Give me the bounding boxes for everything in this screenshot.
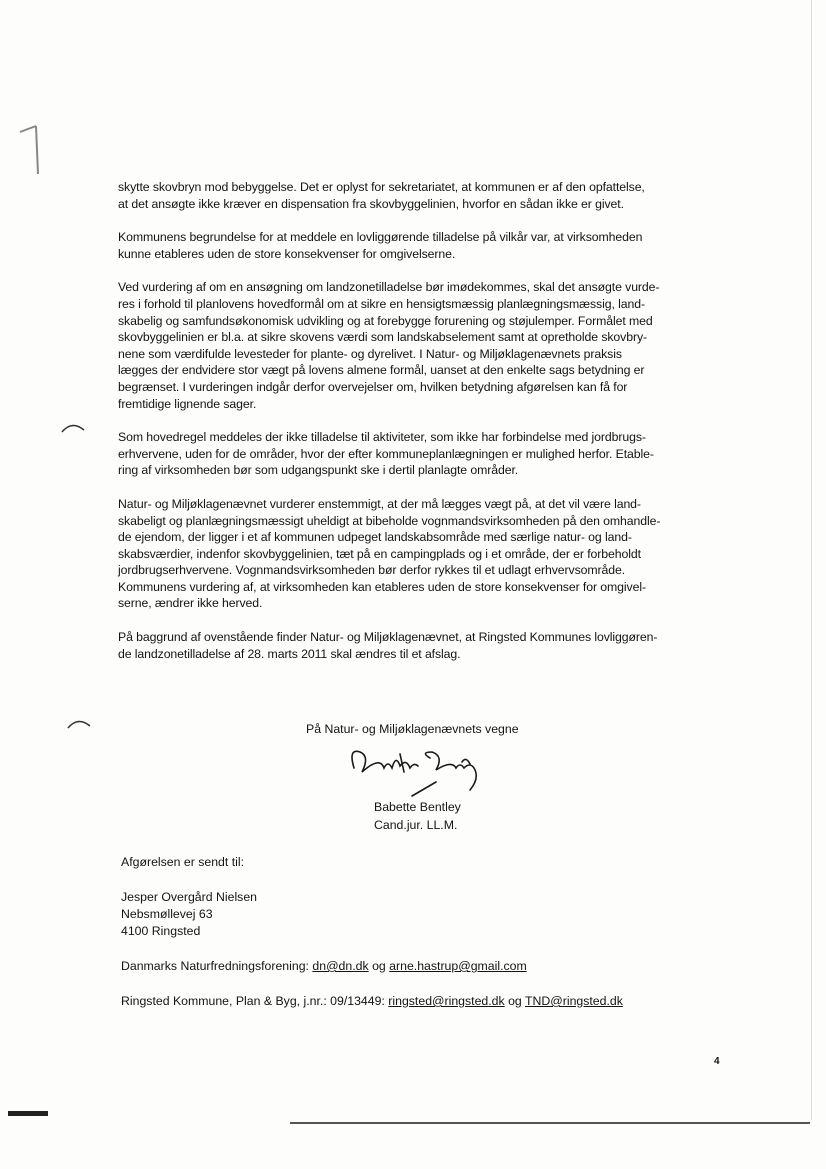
- paragraph-dispensation: skytte skovbryn mod bebyggelse. Det er oplyst for sekretariatet, at kommunen er af den opfattelse, at det ansøgte ikke kræver en dispensation fra skovbyggelinien, hvorfor en sådan ikke er givet.: [118, 180, 645, 211]
- ringsted-conjunction: og: [508, 994, 522, 1008]
- hole-punch-mark-icon: [60, 420, 90, 436]
- paragraph-board-decision: Natur- og Miljøklagenævnet vurderer enstemmigt, at der må lægges vægt på, at det vil være land- skabeligt og planlægningsmæssigt uheldigt at bibeholde vognmandsvirksomheden på den omhandle- de ejendom, der ligger i et af kommunen udpeget landskabsområde med særlige natur- og land- skabsværdier, indenfor skovbyggelinien, tæt på en campingplads og i et område, der er forbeholdt jordbrugserhvervene. Vognmandsvirksomheden bør derfor rykkes til et udlagt erhvervsområde. Kommunens vurdering af, at virksomheden kan etableres uden de store konsekvenser for omgivel- serne, ændrer ikke herved.: [118, 496, 661, 611]
- dn-email-link[interactable]: dn@dn.dk: [312, 959, 369, 973]
- letter-body: [118, 179, 718, 662]
- recipient-city: 4100 Ringsted: [121, 924, 201, 938]
- signatory-name: Babette Bentley: [374, 800, 461, 814]
- hastrup-email-link[interactable]: arne.hastrup@gmail.com: [389, 959, 527, 973]
- scan-right-edge: [811, 0, 812, 1120]
- sent-to-heading: Afgørelsen er sendt til:: [121, 855, 245, 869]
- scan-bottom-line: [290, 1122, 810, 1124]
- signature-on-behalf: På Natur- og Miljøklagenævnets vegne: [306, 722, 519, 736]
- tnd-email-link[interactable]: TND@ringsted.dk: [524, 994, 623, 1008]
- paragraph-municipality-reasoning: Kommunens begrundelse for at meddele en lovliggørende tilladelse på vilkår var, at virksomheden kunne etableres uden de store konsekvenser for omgivelserne.: [118, 230, 643, 261]
- recipient-name: Jesper Overgård Nielsen: [121, 890, 258, 904]
- signatory-title: Cand.jur. LL.M.: [374, 818, 458, 832]
- ringsted-label: Ringsted Kommune, Plan & Byg, j.nr.: 09/13449:: [121, 994, 385, 1008]
- dn-label: Danmarks Naturfredningsforening:: [121, 959, 309, 973]
- ringsted-email-link[interactable]: ringsted@ringsted.dk: [388, 994, 505, 1008]
- dn-conjunction: og: [372, 959, 386, 973]
- recipient-street: Nebsmøllevej 63: [121, 907, 213, 921]
- recipient-dn: [121, 958, 527, 975]
- scan-artifact-left-bracket: [14, 122, 44, 182]
- paragraph-assessment: Ved vurdering af om en ansøgning om landzonetilladelse bør imødekommes, skal det ansøgte vurde- res i forhold til planlovens hovedformål om at sikre en hensigtsmæssig planlægningsmæssig, land- skabelig og samfundsøkonomisk udvikling og at forebygge forurening og støjulemper. Formålet med skovbyggelinien er bl.a. at sikre skovens værdi som landskabselement samt at opretholde skovbry- nene som værdifulde levesteder for plante- og dyrelivet. I Natur- og Miljøklagenævnets praksis lægges der endvidere stor vægt på lovens almene formål, uanset at den enkelte sags betydning er begrænset. I vurderingen indgår derfor overvejelser om, hvilken betydning afgørelsen kan få for fremtidige lignende sager.: [118, 280, 660, 411]
- scan-edge-mark: [8, 1111, 48, 1116]
- paragraph-general-rule: Som hovedregel meddeles der ikke tilladelse til aktiviteter, som ikke har forbindelse med jordbrugs- erhvervene, uden for de områder, hvor der efter kommuneplanlægningen er mulighed herfor. Etable- ring af virksomheden bør som udgangspunkt ske i dertil planlagte områder.: [118, 430, 654, 478]
- paragraph-conclusion: På baggrund af ovenstående finder Natur- og Miljøklagenævnet, at Ringsted Kommunes lovliggøren- de landzonetilladelse af 28. marts 2011 skal ændres til et afslag.: [118, 630, 658, 661]
- page-number: 4: [714, 1056, 720, 1067]
- recipient-ringsted: [121, 993, 623, 1010]
- handwritten-signature: [340, 738, 500, 798]
- hole-punch-mark-icon: [66, 716, 96, 732]
